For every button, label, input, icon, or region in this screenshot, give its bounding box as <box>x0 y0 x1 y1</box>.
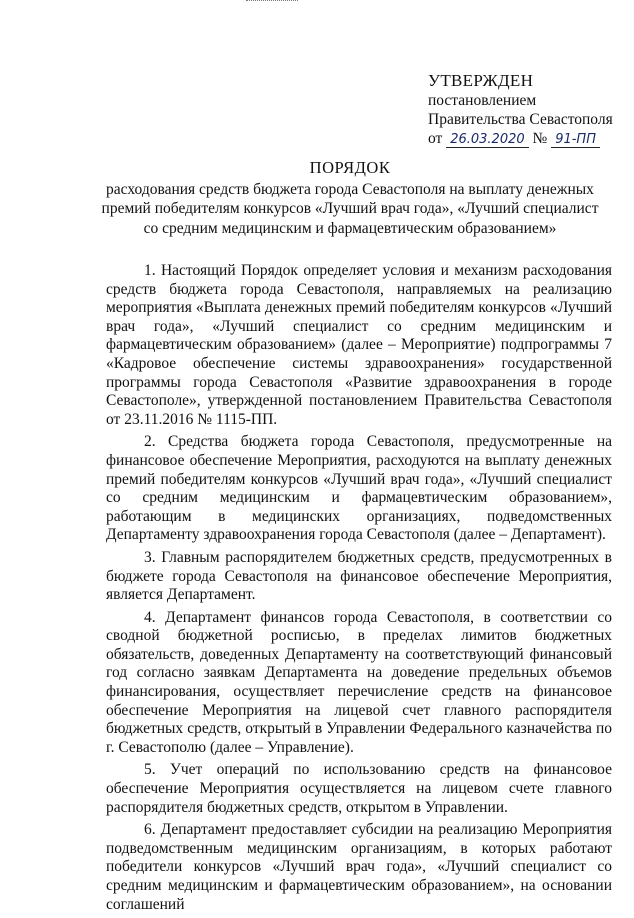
paragraph-1: 1. Настоящий Порядок определяет условия и механизм расходования средств бюджета города Севастополя, направляемых на реализацию мероприятия «Выплата денежных премий победителям конкурсов «Лучший врач года», «Лучший специалист со средним медицинским и фармацевтическим образованием» (далее – Мероприятие) подпрограммы 7 «Кадровое обеспечение системы здравоохранения» государственной программы города Севастополя «Развитие здравоохранения в городе Севастополе», утвержденной постановлением Правительства Севастополя от 23.11.2016 № 1115-ПП. <box>106 262 612 428</box>
paragraph-5: 5. Учет операций по использованию средств на финансовое обеспечение Мероприятия осуществляется на лицевом счете главного распорядителя бюджетных средств, открытом в Управлении. <box>106 761 612 816</box>
paragraph-3: 3. Главным распорядителем бюджетных средств, предусмотренных в бюджете города Севастополя на финансовое обеспечение Мероприятия, является Департамент. <box>106 548 612 604</box>
date-prefix: от <box>428 130 443 147</box>
number-prefix: № <box>532 130 548 147</box>
document-subtitle-line-3: со средним медицинским и фармацевтическим образованием» <box>143 219 557 237</box>
approval-line-government: Правительства Севастополя <box>428 111 613 128</box>
paragraph-4: 4. Департамент финансов города Севастополя, в соответствии со сводной бюджетной росписью, в пределах лимитов бюджетных обязательств, доведенных Департаменту на соответствующий финансовый год согласно заявкам Департамента на доведение предельных объемов финансирования, осуществляет перечисление средств на финансовое обеспечение Мероприятия на лицевой счет главного распорядителя бюджетных средств, открытый в Управлении Федерального казначейства по г. Севастополю (далее – Управление). <box>106 608 612 756</box>
approval-stamp-block <box>428 71 628 149</box>
approval-date-number-row <box>428 129 628 149</box>
approval-line-resolution: постановлением <box>428 92 537 109</box>
paragraph-2: 2. Средства бюджета города Севастополя, предусмотренные на финансовое обеспечение Мероприятия, расходуются на выплату денежных премий победителям конкурсов «Лучший врач года», «Лучший специалист со средним медицинским и фармацевтическим образованием», работающим в медицинских организациях, подведомственных Департаменту здравоохранения города Севастополя (далее – Департамент). <box>106 433 612 544</box>
document-subtitle-line-1: расходования средств бюджета города Севастополя на выплату денежных <box>106 180 594 198</box>
approval-title: УТВЕРЖДЕН <box>428 71 534 90</box>
scan-artifact <box>246 0 298 5</box>
approval-date-handwritten: 26.03.2020 <box>446 132 528 148</box>
document-body <box>106 262 612 918</box>
document-subtitle-line-2: премий победителям конкурсов «Лучший врач года», «Лучший специалист <box>101 200 599 217</box>
document-title-block <box>90 158 610 238</box>
approval-number-handwritten: 91-ПП <box>551 132 600 148</box>
paragraph-6: 6. Департамент предоставляет субсидии на реализацию Мероприятия подведомственным медицинским организациям, в которых работают победители конкурсов «Лучший врач года», «Лучший специалист со средним медицинским и фармацевтическим образованием», на основании соглашений <box>106 821 612 913</box>
document-title: ПОРЯДОК <box>309 158 391 177</box>
